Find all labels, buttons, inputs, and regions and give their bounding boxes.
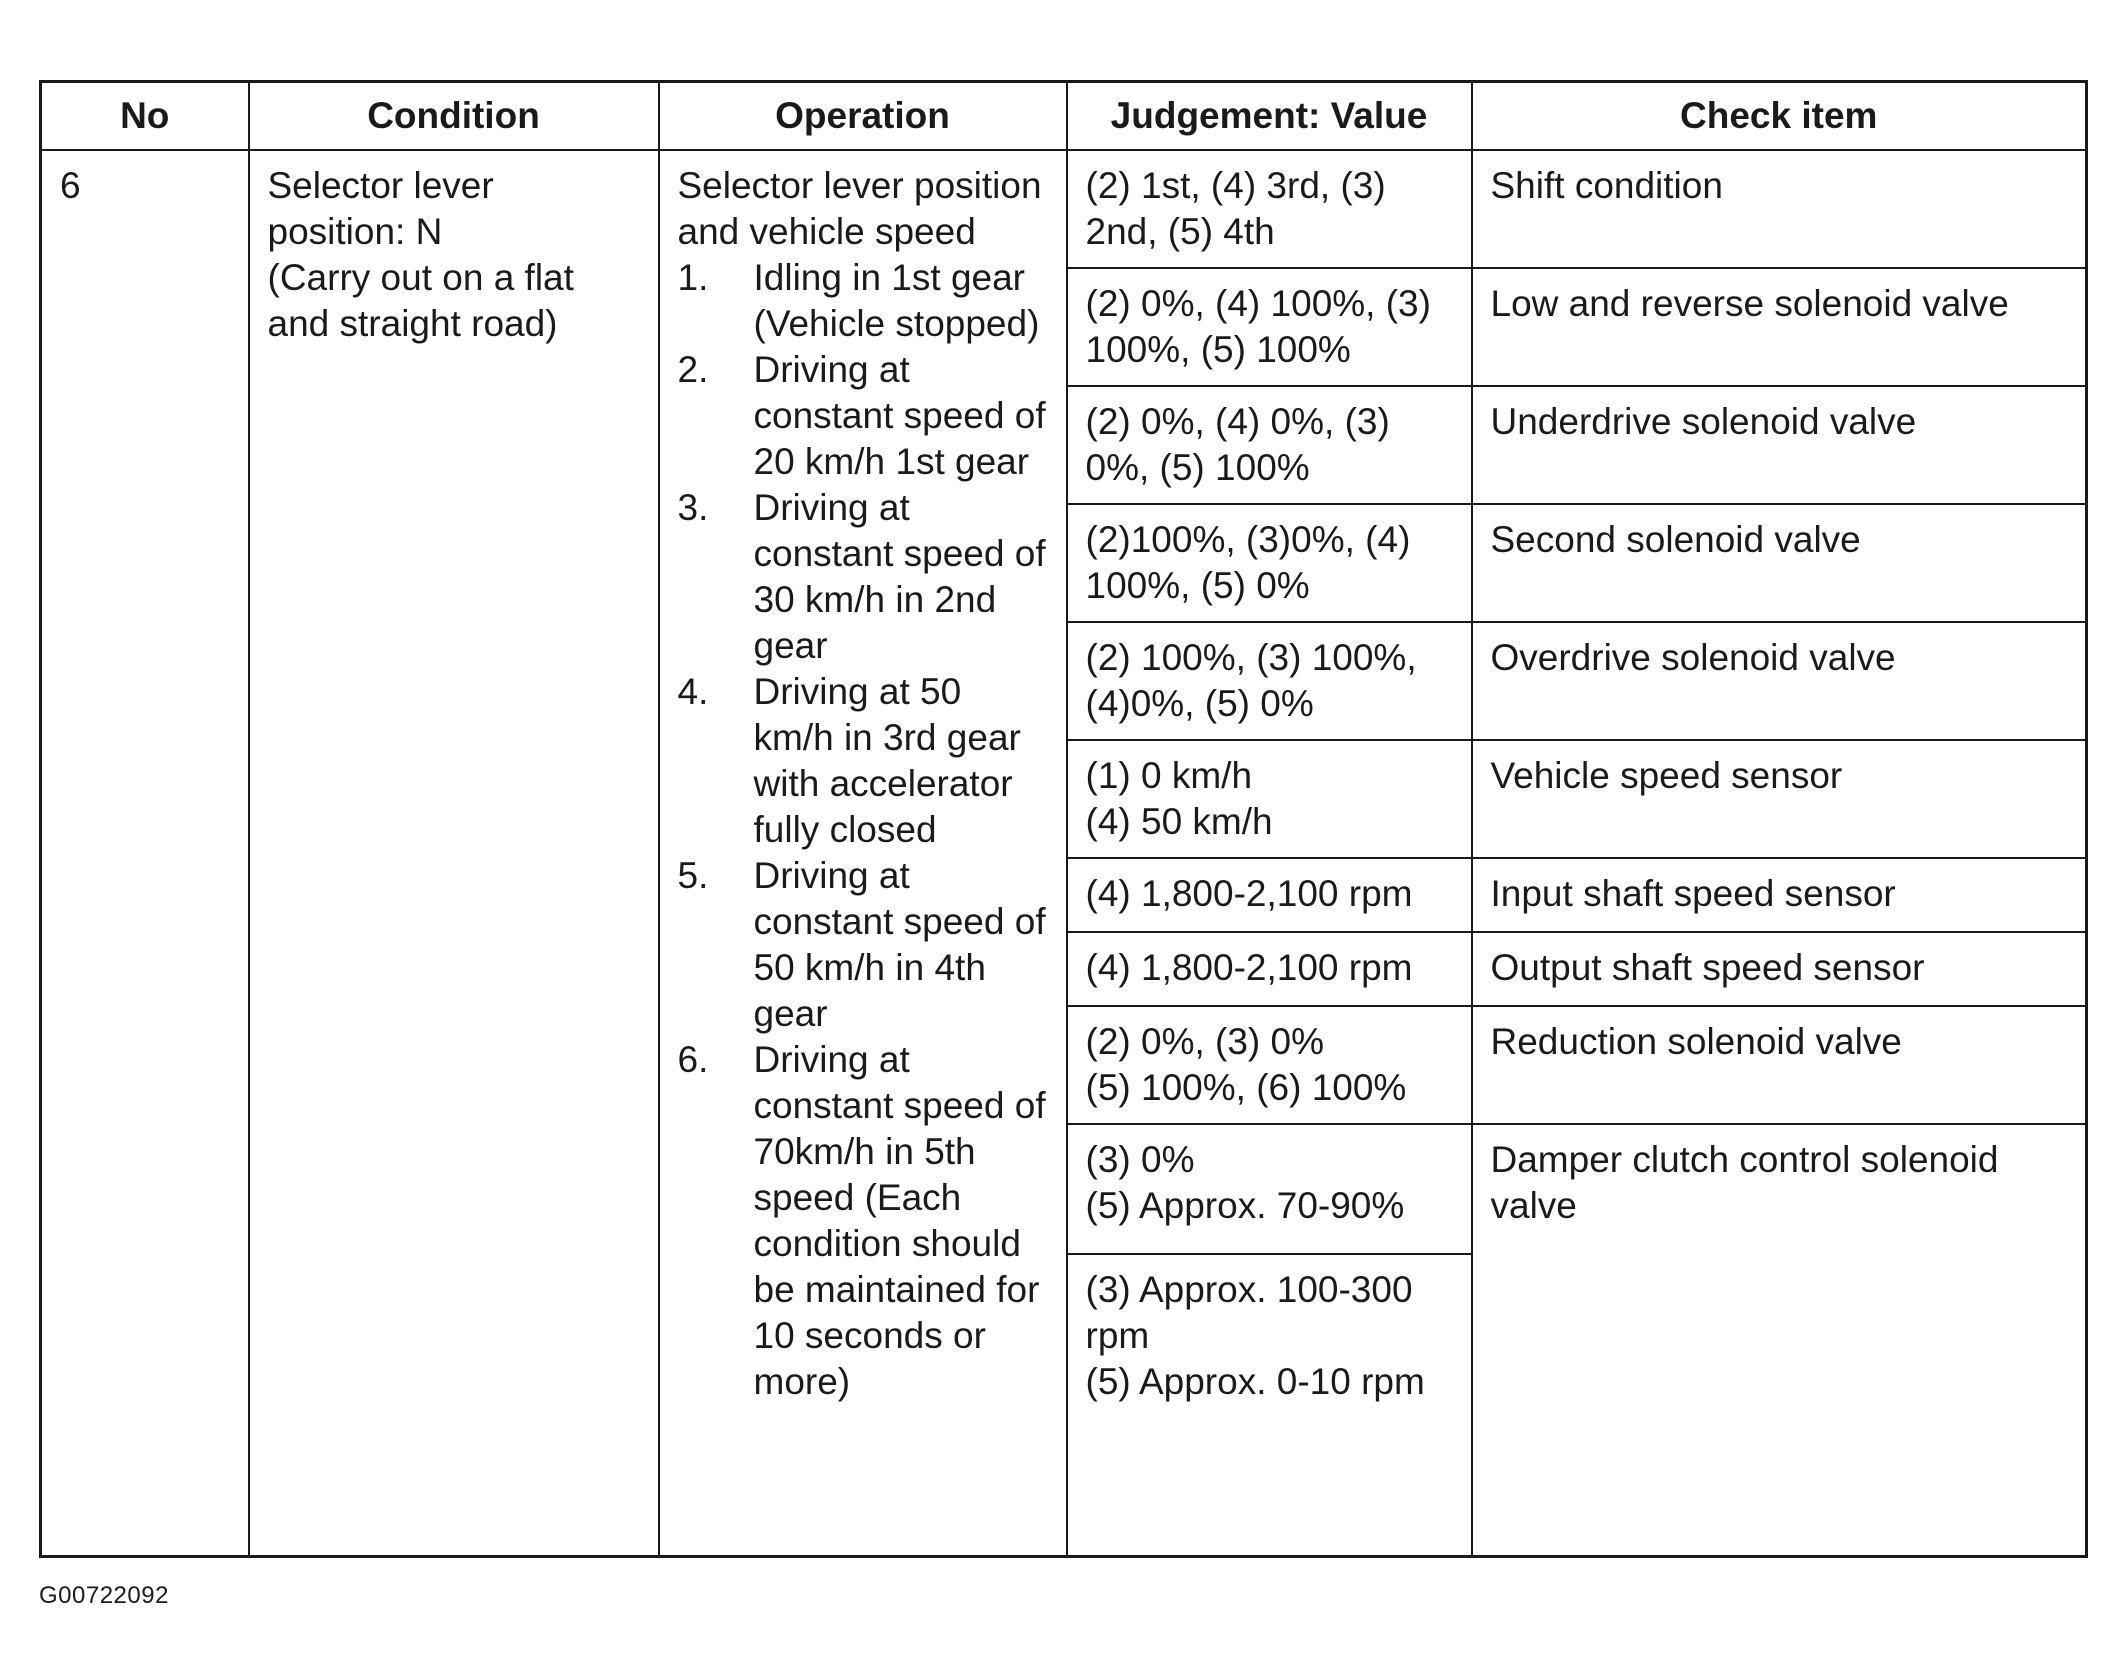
operation-intro: Selector lever position and vehicle speed — [677, 165, 1042, 252]
header-check-item: Check item — [1472, 82, 2087, 151]
judgement-cell: (2) 100%, (3) 100%, (4)0%, (5) 0% — [1067, 622, 1472, 740]
judgement-cell: (4) 1,800-2,100 rpm — [1067, 932, 1472, 1006]
step-number: 6. — [677, 1039, 709, 1080]
table-header — [41, 82, 2087, 151]
operation-step — [678, 1037, 1048, 1405]
operation-steps — [678, 255, 1048, 1405]
operation-step — [678, 853, 1048, 1037]
no-cell: 6 — [41, 150, 249, 1557]
condition-cell — [249, 150, 659, 1557]
check-item-cell: Shift condition — [1472, 150, 2087, 268]
judgement-line: (5) 100%, (6) 100% — [1085, 1067, 1407, 1108]
step-text: Idling in 1st gear (Vehicle stopped) — [753, 257, 1040, 344]
condition-note: (Carry out on a flat and straight road) — [267, 257, 574, 344]
check-item-cell: Damper clutch control solenoid valve — [1472, 1124, 2087, 1557]
step-number: 4. — [677, 671, 709, 712]
check-item-cell: Reduction solenoid valve — [1472, 1006, 2087, 1124]
judgement-cell: (4) 1,800-2,100 rpm — [1067, 858, 1472, 932]
check-item-cell: Second solenoid valve — [1472, 504, 2087, 622]
step-number: 1. — [677, 257, 709, 298]
operation-step — [678, 255, 1048, 347]
spec-table-frame — [39, 80, 2085, 1558]
inspection-table — [39, 80, 2088, 1558]
figure-id: G00722092 — [39, 1582, 169, 1609]
step-number: 5. — [677, 855, 709, 896]
table-body — [41, 150, 2087, 1557]
judgement-line: (5) Approx. 0-10 rpm — [1085, 1361, 1425, 1402]
judgement-line: (4) 50 km/h — [1085, 801, 1273, 842]
judgement-line: (5) Approx. 70-90% — [1085, 1185, 1405, 1226]
operation-cell — [659, 150, 1067, 1557]
header-judgement-value: Judgement: Value — [1067, 82, 1472, 151]
judgement-cell — [1067, 1254, 1472, 1557]
step-text: Driving at constant speed of 20 km/h 1st gear — [753, 349, 1046, 482]
check-item-cell: Input shaft speed sensor — [1472, 858, 2087, 932]
judgement-cell: (2) 1st, (4) 3rd, (3) 2nd, (5) 4th — [1067, 150, 1472, 268]
judgement-line: (3) Approx. 100-300 rpm — [1085, 1269, 1413, 1356]
operation-step — [678, 485, 1048, 669]
check-item-cell: Vehicle speed sensor — [1472, 740, 2087, 858]
step-number: 3. — [677, 487, 709, 528]
check-item-cell: Low and reverse solenoid valve — [1472, 268, 2087, 386]
judgement-line: (1) 0 km/h — [1085, 755, 1253, 796]
judgement-cell: (2) 0%, (4) 0%, (3) 0%, (5) 100% — [1067, 386, 1472, 504]
check-item-cell: Overdrive solenoid valve — [1472, 622, 2087, 740]
check-item-cell: Output shaft speed sensor — [1472, 932, 2087, 1006]
header-operation: Operation — [659, 82, 1067, 151]
header-condition: Condition — [249, 82, 659, 151]
judgement-cell: (2)100%, (3)0%, (4) 100%, (5) 0% — [1067, 504, 1472, 622]
step-text: Driving at 50 km/h in 3rd gear with accelerator fully closed — [753, 671, 1021, 850]
judgement-cell — [1067, 1006, 1472, 1124]
table-row — [41, 150, 2087, 268]
step-number: 2. — [677, 349, 709, 390]
condition-text: Selector lever position: N — [267, 165, 494, 252]
operation-step — [678, 347, 1048, 485]
header-row — [41, 82, 2087, 151]
judgement-line: (3) 0% — [1085, 1139, 1195, 1180]
step-text: Driving at constant speed of 70km/h in 5th speed (Each condition should be maintained for 10 seconds or more) — [753, 1039, 1046, 1402]
judgement-line: (2) 0%, (3) 0% — [1085, 1021, 1325, 1062]
header-no: No — [41, 82, 249, 151]
judgement-cell — [1067, 1124, 1472, 1254]
step-text: Driving at constant speed of 30 km/h in 2nd gear — [753, 487, 1046, 666]
judgement-cell — [1067, 740, 1472, 858]
judgement-cell: (2) 0%, (4) 100%, (3) 100%, (5) 100% — [1067, 268, 1472, 386]
check-item-cell: Underdrive solenoid valve — [1472, 386, 2087, 504]
step-text: Driving at constant speed of 50 km/h in 4th gear — [753, 855, 1046, 1034]
operation-step — [678, 669, 1048, 853]
